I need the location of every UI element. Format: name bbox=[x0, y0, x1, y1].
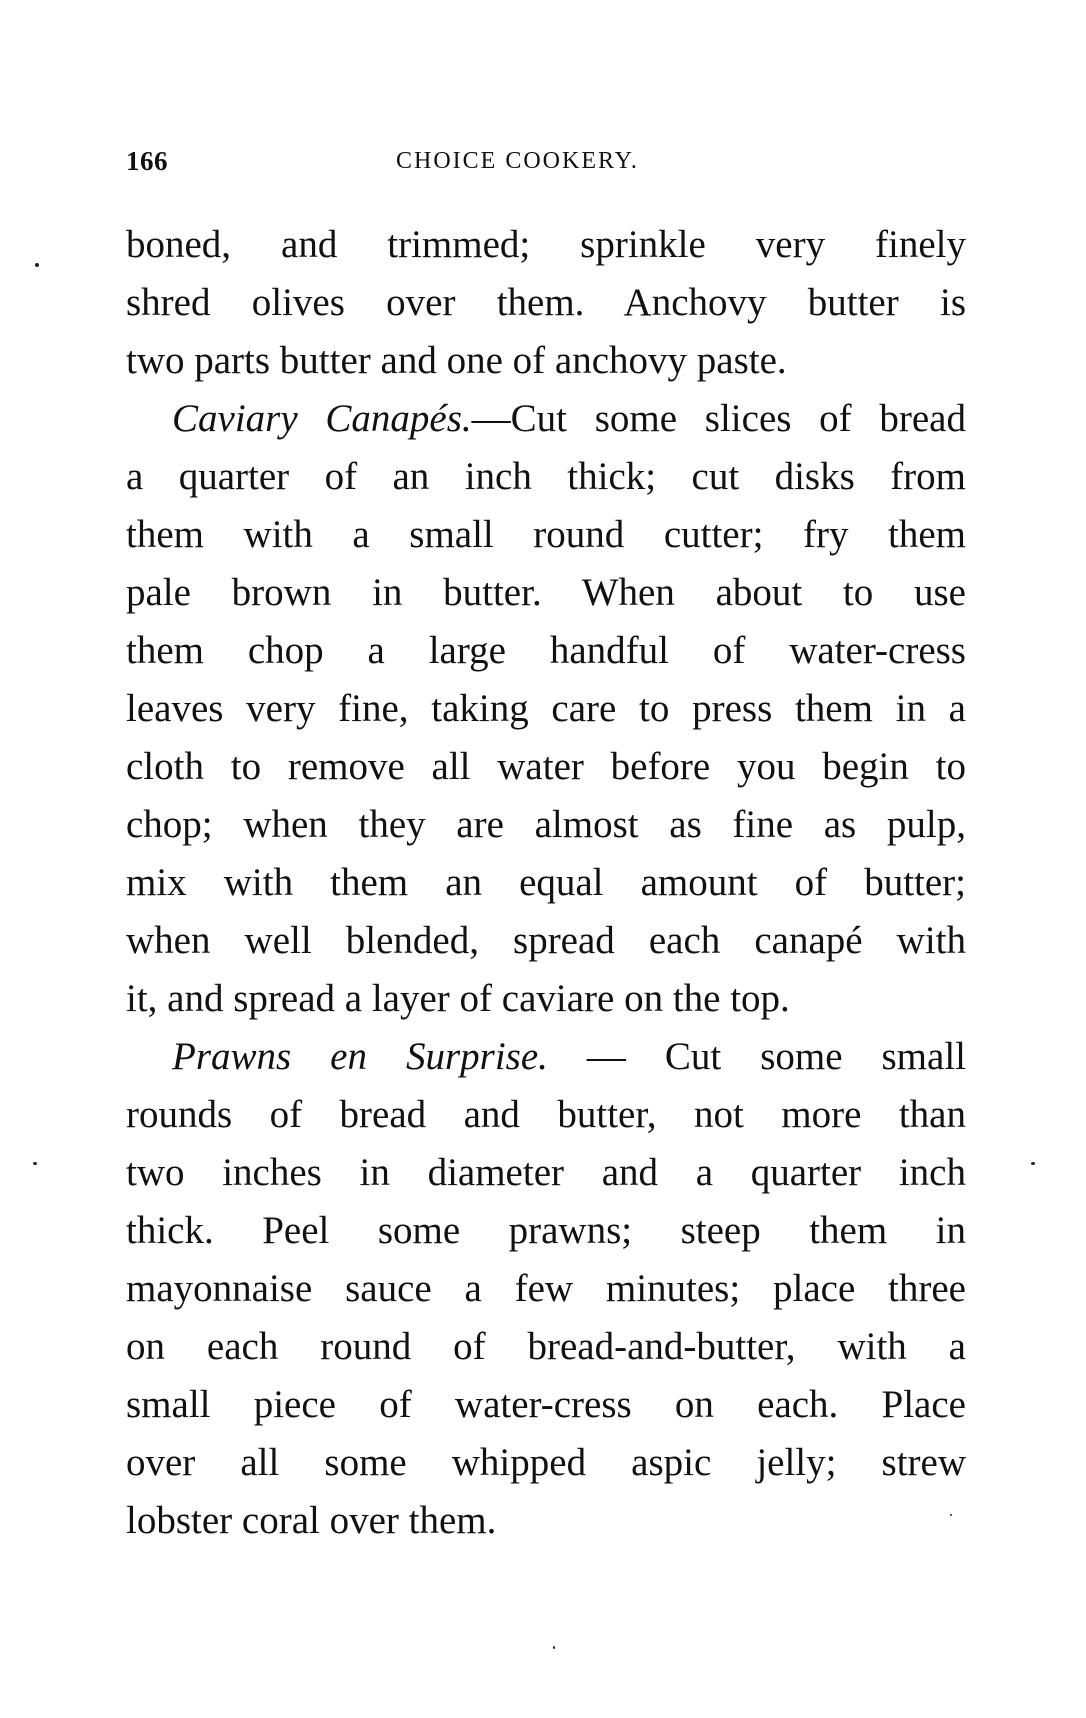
text-line bbox=[126, 390, 966, 448]
recipe-title: Caviary Canapés. bbox=[172, 397, 472, 440]
text-line: a quarter of an inch thick; cut disks from bbox=[126, 455, 966, 498]
text-fragment: — Cut some small bbox=[547, 1035, 966, 1078]
print-speck bbox=[553, 1646, 555, 1649]
page-number: 166 bbox=[126, 146, 168, 176]
text-line: pale brown in butter. When about to use bbox=[126, 571, 966, 614]
paragraph-prawns-en-surprise bbox=[126, 1028, 966, 1550]
text-line: small piece of water-cress on each. Place bbox=[126, 1383, 966, 1426]
text-line: boned, and trimmed; sprinkle very finely bbox=[126, 223, 966, 266]
text-line: mayonnaise sauce a few minutes; place three bbox=[126, 1267, 966, 1310]
text-line: leaves very fine, taking care to press them in a bbox=[126, 687, 966, 730]
running-head: CHOICE COOKERY. bbox=[396, 148, 639, 174]
text-line: over all some whipped aspic jelly; strew bbox=[126, 1441, 966, 1484]
print-speck bbox=[35, 263, 39, 267]
paragraph-caviary-canapes bbox=[126, 390, 966, 1028]
text-line: chop; when they are almost as fine as pulp, bbox=[126, 803, 966, 846]
page-header bbox=[126, 146, 966, 186]
text-line: them with a small round cutter; fry them bbox=[126, 513, 966, 556]
text-fragment: —Cut some slices of bread bbox=[471, 397, 966, 440]
print-speck bbox=[950, 1514, 952, 1516]
text-line: two inches in diameter and a quarter inch bbox=[126, 1151, 966, 1194]
text-line: lobster coral over them. bbox=[126, 1499, 497, 1542]
text-line: mix with them an equal amount of butter; bbox=[126, 861, 966, 904]
print-speck bbox=[33, 1162, 37, 1165]
text-line: when well blended, spread each canapé with bbox=[126, 919, 966, 962]
text-line bbox=[126, 1028, 966, 1086]
paragraph-continuation bbox=[126, 216, 966, 390]
recipe-title: Prawns en Surprise. bbox=[172, 1035, 548, 1078]
text-line: rounds of bread and butter, not more than bbox=[126, 1093, 966, 1136]
body-text bbox=[126, 216, 966, 1550]
text-line: them chop a large handful of water-cress bbox=[126, 629, 966, 672]
text-line: cloth to remove all water before you begin to bbox=[126, 745, 966, 788]
text-line: thick. Peel some prawns; steep them in bbox=[126, 1209, 966, 1252]
text-line: on each round of bread-and-butter, with a bbox=[126, 1325, 966, 1368]
print-speck bbox=[1031, 1162, 1035, 1165]
text-line: shred olives over them. Anchovy butter is bbox=[126, 281, 966, 324]
text-line: two parts butter and one of anchovy paste. bbox=[126, 339, 787, 382]
text-line: it, and spread a layer of caviare on the top. bbox=[126, 977, 790, 1020]
